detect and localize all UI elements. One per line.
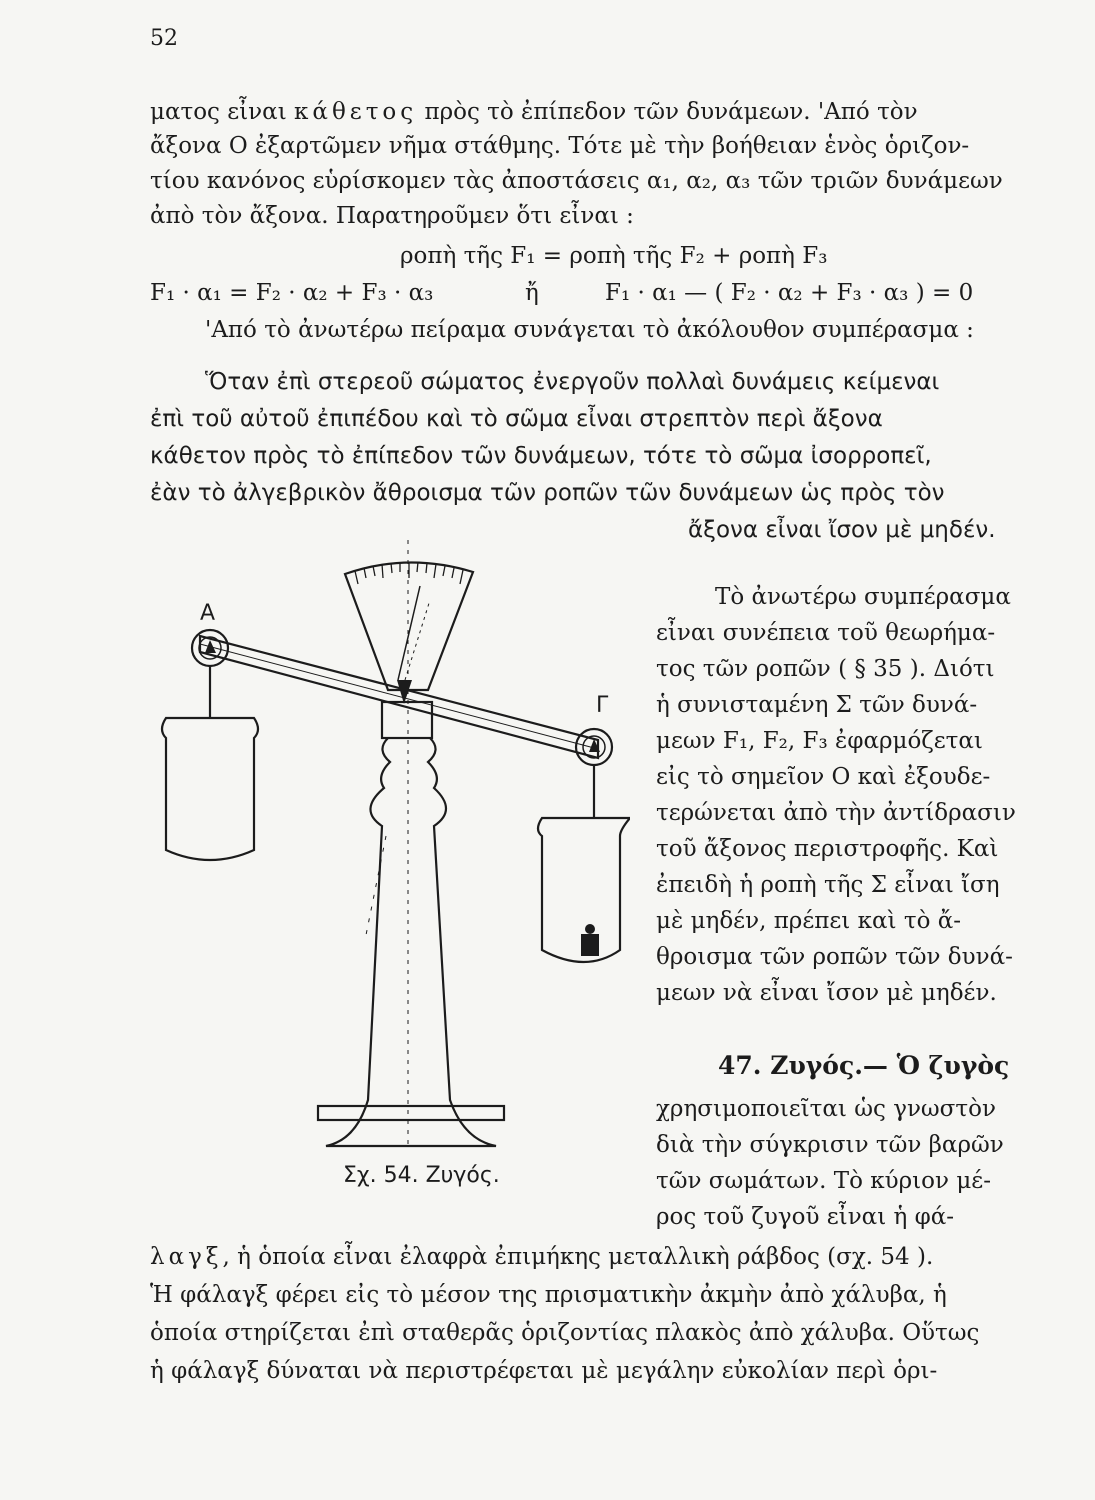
bottom-line-4: ἡ φάλαγξ δύναται νὰ περιστρέφεται μὲ μεγάλην εὐκολίαν περὶ ὁρι-	[150, 1358, 938, 1384]
label-g: Γ	[596, 693, 609, 718]
right-line-7: τερώνεται ἀπὸ τὴν ἀντίδρασιν	[656, 800, 1016, 826]
right-line-8: τοῦ ἄξονος περιστροφῆς. Καὶ	[656, 836, 999, 862]
section-line-4: ρος τοῦ ζυγοῦ εἶναι ἡ φά-	[656, 1204, 955, 1230]
emphasis-kathetos: κάθετος	[294, 99, 418, 125]
section-line-1: χρησιμοποιεῖται ὡς γνωστὸν	[656, 1096, 996, 1122]
small-weight-knob	[585, 924, 595, 934]
right-line-9: ἐπειδὴ ἡ ροπὴ τῆς Σ εἶναι ἴση	[656, 872, 1000, 898]
theorem-line-2: ἐπὶ τοῦ αὐτοῦ ἐπιπέδου καὶ τὸ σῶμα εἶναι στρεπτὸν περὶ ἄξονα	[150, 406, 883, 432]
theorem-line-3: κάθετον πρὸς τὸ ἐπίπεδον τῶν δυνάμεων, τότε τὸ σῶμα ἰσορροπεῖ,	[150, 443, 932, 469]
equation-moments: ροπὴ τῆς F₁ = ροπὴ τῆς F₂ + ροπὴ F₃	[400, 243, 828, 269]
beam-center-line	[200, 644, 598, 749]
pointer-arrowhead	[397, 680, 412, 704]
theorem-line-5: ἄξονα εἶναι ἴσον μὲ μηδέν.	[688, 517, 996, 543]
right-line-1: Τὸ ἀνωτέρω συμπέρασμα	[715, 584, 1011, 610]
balance-base	[318, 1106, 504, 1120]
right-line-2: εἶναι συνέπεια τοῦ θεωρήμα-	[656, 620, 996, 646]
pointer-needle-ghost	[405, 600, 430, 680]
section-line-3: τῶν σωμάτων. Τὸ κύριον μέ-	[656, 1168, 991, 1194]
equation-zero-sum: F₁ · α₁ — ( F₂ · α₂ + F₃ · α₃ ) = 0	[605, 280, 974, 306]
balance-figure	[150, 540, 630, 1180]
conclusion-intro: 'Από τὸ ἀνωτέρω πείραμα συνάγεται τὸ ἀκόλουθον συμπέρασμα :	[205, 317, 974, 343]
pivot-a-triangle	[205, 640, 216, 653]
emphasis-falagx: λαγξ	[150, 1244, 223, 1270]
right-line-10: μὲ μηδέν, πρέπει καὶ τὸ ἄ-	[656, 908, 962, 934]
small-weight	[581, 934, 599, 956]
right-line-4: ἡ συνισταμένη Σ τῶν δυνά-	[656, 692, 978, 718]
equation-or: ἤ	[525, 280, 539, 306]
equation-products: F₁ · α₁ = F₂ · α₂ + F₃ · α₃	[150, 280, 434, 306]
right-line-12: μεων νὰ εἶναι ἴσον μὲ μηδέν.	[656, 980, 997, 1006]
section-heading: 47. Ζυγός.— Ὁ ζυγὸς	[718, 1051, 1010, 1080]
page-number: 52	[150, 26, 178, 51]
label-a: Α	[200, 601, 216, 626]
right-line-6: εἰς τὸ σημεῖον Ο καὶ ἐξουδε-	[656, 764, 991, 790]
intro-line-3: τίου κανόνος εὑρίσκομεν τὰς ἀποστάσεις α₁, α₂, α₃ τῶν τριῶν δυνάμεων	[150, 168, 1003, 194]
left-weight	[162, 718, 258, 860]
right-line-3: τος τῶν ροπῶν ( § 35 ). Διότι	[656, 656, 995, 682]
intro-line-4: ἀπὸ τὸν ἄξονα. Παρατηροῦμεν ὅτι εἶναι :	[150, 203, 634, 229]
right-line-5: μεων F₁, F₂, F₃ ἐφαρμόζεται	[656, 728, 983, 754]
intro-line-2: ἄξονα Ο ἐξαρτῶμεν νῆμα στάθμης. Τότε μὲ τὴν βοήθειαν ἑνὸς ὁριζον-	[150, 133, 970, 159]
theorem-line-1: Ὅταν ἐπὶ στερεοῦ σώματος ἐνεργοῦν πολλαὶ δυνάμεις κείμεναι	[205, 369, 940, 395]
bottom-line-3: ὁποία στηρίζεται ἐπὶ σταθερᾶς ὁριζοντίας πλακὸς ἀπὸ χάλυβα. Οὕτως	[150, 1320, 980, 1346]
figure-caption: Σχ. 54. Ζυγός.	[343, 1163, 500, 1188]
bottom-line-1: λαγξ, ἡ ὁποία εἶναι ἐλαφρὰ ἐπιμήκης μεταλλικὴ ράβδος (σχ. 54 ).	[150, 1244, 934, 1270]
intro-line-1: ματος εἶναι κάθετος πρὸς τὸ ἐπίπεδον τῶν δυνάμεων. 'Από τὸν	[150, 99, 918, 125]
theorem-line-4: ἐὰν τὸ ἀλγεβρικὸν ἄθροισμα τῶν ροπῶν τῶν δυνάμεων ὡς πρὸς τὸν	[150, 480, 945, 506]
right-line-11: θροισμα τῶν ροπῶν τῶν δυνά-	[656, 944, 1013, 970]
bottom-line-2: Ἡ φάλαγξ φέρει εἰς τὸ μέσον της πρισματικὴν ἀκμὴν ἀπὸ χάλυβα, ἡ	[150, 1282, 947, 1308]
section-line-2: διὰ τὴν σύγκρισιν τῶν βαρῶν	[656, 1132, 1004, 1158]
scale-dial	[345, 562, 473, 690]
balance-column	[326, 738, 496, 1146]
